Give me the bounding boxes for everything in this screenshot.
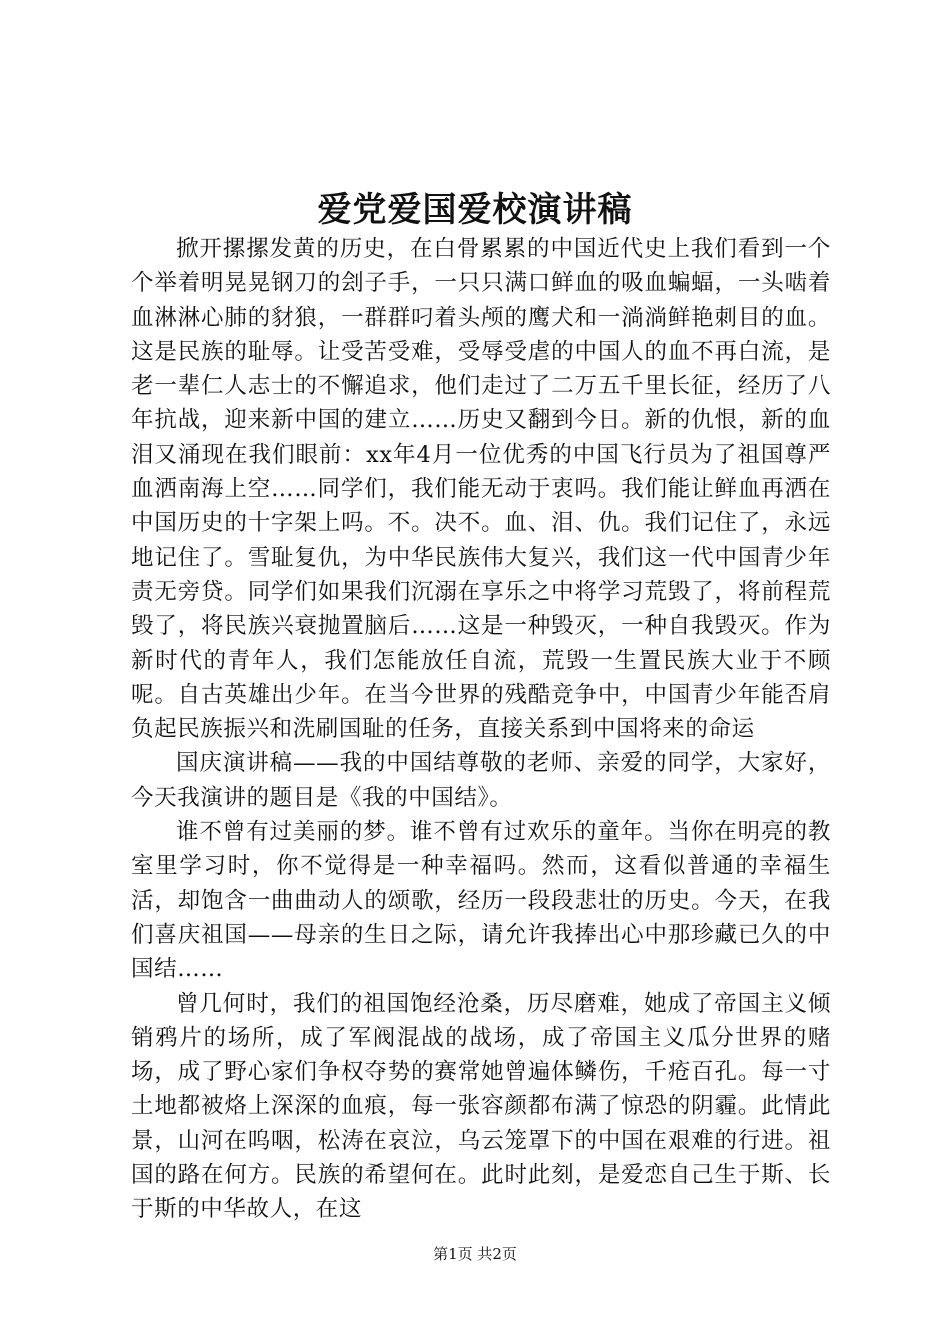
paragraph-4: 曾几何时，我们的祖国饱经沧桑，历尽磨难，她成了帝国主义倾销鸦片的场所，成了军阀混战的战场，成了帝国主义瓜分世界的赌场，成了野心家们争权夺势的赛常她曾遍体鳞伤，千疮百孔。每一寸土地都被烙上深深的血痕，每一张容颜都布满了惊恐的阴霾。此情此景，山河在呜咽，松涛在哀泣，乌云笼罩下的中国在艰难的行进。祖国的路在何方。民族的希望何在。此时此刻，是爱恋自己生于斯、长于斯的中华故人，在这 bbox=[131, 990, 831, 1223]
document-title: 爱党爱国爱校演讲稿 bbox=[317, 190, 633, 230]
paragraph-1: 掀开摞摞发黄的历史，在白骨累累的中国近代史上我们看到一个个举着明晃晃钢刀的刽子手，一只只满口鲜血的吸血蝙蝠，一头啮着血淋淋心肺的豺狼，一群群叼着头颅的鹰犬和一淌淌鲜艳刺目的血。这是民族的耻辱。让受苦受难，受辱受虐的中国人的血不再白流，是老一辈仁人志士的不懈追求，他们走过了二万五千里长征，经历了八年抗战，迎来新中国的建立……历史又翻到今日。新的仇恨，新的血泪又涌现在我们眼前：xx年4月一位优秀的中国飞行员为了祖国尊严血洒南海上空……同学们，我们能无动于衷吗。我们能让鲜血再洒在中国历史的十字架上吗。不。决不。血、泪、仇。我们记住了，永远地记住了。雪耻复仇，为中华民族伟大复兴，我们这一代中国青少年责无旁贷。同学们如果我们沉溺在享乐之中将学习荒毁了，将前程荒毁了，将民族兴衰抛置脑后……这是一种毁灭，一种自我毁灭。作为新时代的青年人，我们怎能放任自流，荒毁一生置民族大业于不顾呢。自古英雄出少年。在当今世界的残酷竞争中，中国青少年能否肩负起民族振兴和洗刷国耻的任务，直接关系到中国将来的命运 bbox=[131, 236, 831, 743]
paragraph-3: 谁不曾有过美丽的梦。谁不曾有过欢乐的童年。当你在明亮的教室里学习时，你不觉得是一种幸福吗。然而，这看似普通的幸福生活，却饱含一曲曲动人的颂歌，经历一段段悲壮的历史。今天，在我们喜庆祖国——母亲的生日之际，请允许我捧出心中那珍藏已久的中国结…… bbox=[131, 819, 831, 983]
document-body bbox=[131, 232, 831, 1227]
page-footer: 第1页 共2页 bbox=[433, 1245, 517, 1263]
paragraph-2: 国庆演讲稿——我的中国结尊敬的老师、亲爱的同学，大家好，今天我演讲的题目是《我的中国结》。 bbox=[131, 750, 831, 811]
